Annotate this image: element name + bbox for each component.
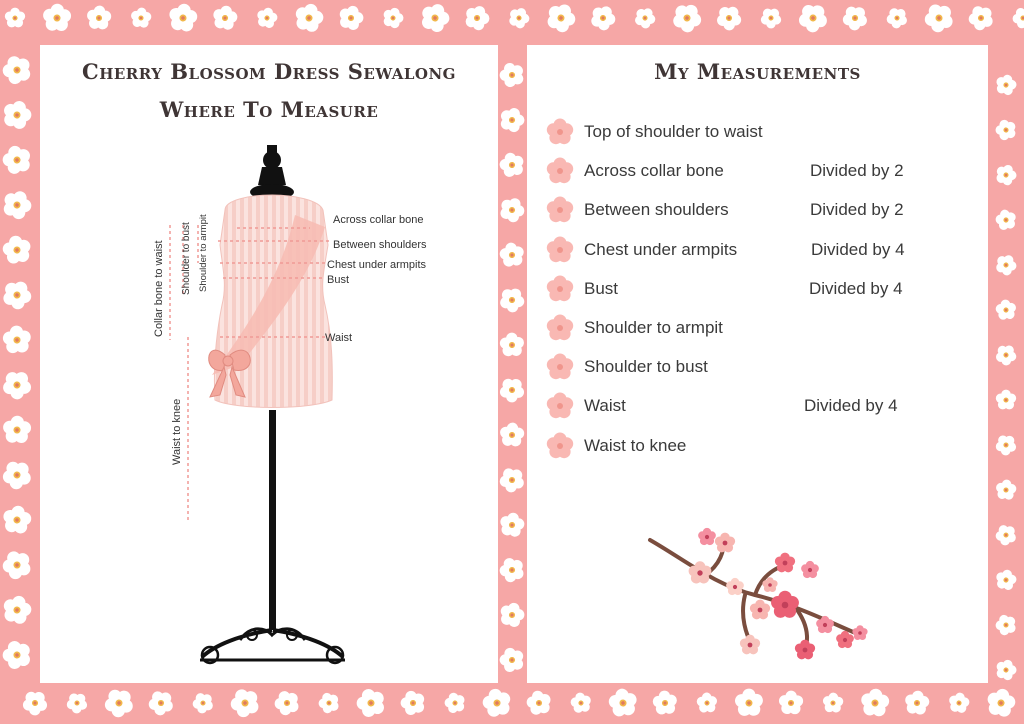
blossom-decoration (996, 390, 1016, 410)
measurement-row (545, 274, 965, 313)
blossom-decoration (822, 692, 843, 713)
blossom-decoration (0, 593, 34, 626)
cherry-blossom-icon (545, 235, 575, 265)
page-title: Cherry Blossom Dress Sewalong (81, 59, 456, 84)
blossom-decoration (0, 365, 37, 403)
branch-blossom (726, 578, 744, 595)
cherry-blossom-icon (545, 352, 575, 382)
blossom-decoration (496, 58, 529, 91)
blossom-decoration (255, 6, 279, 30)
blossom-decoration (0, 276, 36, 313)
measurement-row (545, 156, 965, 195)
measurement-name: Across collar bone (584, 161, 724, 181)
measurement-row (545, 391, 965, 430)
blossom-decoration (965, 1, 999, 35)
blossom-decoration (0, 322, 35, 358)
blossom-decoration (713, 1, 746, 34)
my-measurements-panel (527, 45, 988, 683)
blossom-decoration (479, 684, 517, 722)
blossom-decoration (650, 687, 681, 718)
blossom-decoration (948, 691, 971, 714)
label-bust: Bust (327, 274, 350, 286)
blossom-decoration (904, 689, 931, 715)
blossom-decoration (506, 4, 533, 30)
blossom-decoration (992, 341, 1020, 369)
branch-blossom (795, 640, 815, 660)
branch-blossom (775, 553, 795, 573)
blossom-decoration (695, 690, 721, 716)
measurement-row (545, 313, 965, 352)
blossom-decoration (985, 686, 1018, 718)
measurement-name: Waist (584, 396, 626, 416)
blossom-decoration (271, 686, 305, 720)
blossom-decoration (568, 689, 595, 716)
blossom-decoration (497, 329, 527, 360)
blossom-decoration (397, 686, 430, 719)
blossom-decoration (496, 373, 529, 406)
blossom-decoration (167, 2, 198, 33)
blossom-decoration (63, 689, 91, 717)
blossom-decoration (336, 3, 366, 32)
blossom-decoration (315, 689, 343, 717)
measurement-divider: Divided by 2 (810, 200, 904, 220)
blossom-decoration (523, 686, 555, 718)
blossom-decoration (19, 686, 52, 719)
dress-form-stand (200, 410, 345, 663)
blossom-decoration (0, 455, 37, 494)
blossom-decoration (543, 0, 580, 36)
blossom-decoration (0, 50, 37, 89)
blossom-decoration (995, 479, 1017, 501)
blossom-decoration (587, 1, 619, 33)
blossom-decoration (442, 689, 470, 717)
blossom-decoration (993, 296, 1019, 323)
branch-blossom (771, 591, 799, 618)
label-chest-under-armpits: Chest under armpits (327, 259, 427, 271)
blossom-decoration (0, 140, 37, 178)
blossom-decoration (992, 431, 1020, 459)
blossom-decoration (497, 104, 527, 134)
branch-blossom (715, 533, 735, 553)
blossom-decoration (993, 251, 1020, 278)
label-shoulder-to-bust: Shoulder to bust (181, 222, 192, 295)
blossom-decoration (3, 415, 32, 443)
label-across-collar-bone: Across collar bone (333, 214, 424, 226)
measurement-name: Between shoulders (584, 200, 729, 220)
blossom-decoration (920, 0, 959, 37)
blossom-decoration (496, 553, 530, 587)
cherry-blossom-icon (545, 195, 575, 225)
blossom-decoration (496, 194, 528, 225)
label-collar-bone-to-waist: Collar bone to waist (153, 240, 165, 337)
blossom-decoration (86, 5, 112, 30)
blossom-decoration (779, 690, 804, 714)
measurement-name: Bust (584, 278, 619, 298)
blossom-decoration (0, 97, 35, 131)
label-waist: Waist (325, 332, 353, 344)
where-to-measure-panel (40, 45, 498, 683)
blossom-decoration (839, 1, 873, 34)
branch-blossom (750, 600, 770, 620)
blossom-decoration (417, 0, 453, 35)
blossom-decoration (994, 568, 1018, 592)
blossom-decoration (992, 116, 1020, 144)
blossom-decoration (226, 683, 265, 722)
blossom-decoration (496, 283, 529, 316)
cherry-blossom-icon (545, 117, 575, 147)
measurement-row (545, 431, 965, 470)
dress-form-neck (250, 145, 294, 200)
measurement-divider: Divided by 2 (810, 161, 904, 181)
blossom-decoration (794, 0, 833, 37)
blossom-decoration (43, 3, 72, 31)
measurement-name: Chest under armpits (584, 239, 738, 259)
label-waist-to-knee: Waist to knee (171, 398, 183, 465)
blossom-decoration (496, 643, 529, 676)
blossom-decoration (992, 520, 1020, 548)
blossom-decoration (883, 3, 911, 31)
measurement-row (545, 195, 965, 234)
cherry-blossom-icon (545, 431, 575, 461)
blossom-decoration (1009, 3, 1024, 31)
blossom-decoration (605, 684, 641, 721)
page-subtitle: Where To Measure (159, 97, 379, 122)
measurement-name: Waist to knee (584, 435, 687, 455)
blossom-decoration (497, 600, 527, 629)
blossom-decoration (993, 162, 1019, 188)
measurement-name: Shoulder to bust (584, 357, 708, 377)
blossom-decoration (496, 463, 530, 497)
measurement-row (545, 117, 965, 156)
blossom-decoration (732, 685, 767, 720)
blossom-decoration (632, 4, 659, 31)
branch-blossom (852, 625, 867, 640)
blossom-decoration (100, 683, 139, 722)
measurement-divider: Divided by 4 (811, 239, 905, 259)
blossom-decoration (5, 8, 25, 28)
measurement-name: Shoulder to armpit (584, 317, 723, 337)
dress-form-diagram (40, 45, 498, 683)
branch-blossom (801, 561, 819, 578)
measurement-row (545, 235, 965, 274)
blossom-decoration (668, 0, 706, 36)
cherry-blossom-icon (545, 156, 575, 186)
blossom-decoration (496, 148, 529, 181)
blossom-decoration (1, 504, 32, 535)
measurement-name: Top of shoulder to waist (584, 122, 763, 141)
branch-blossom (698, 528, 716, 545)
blossom-decoration (994, 72, 1019, 96)
blossom-decoration (993, 206, 1020, 233)
blossom-decoration (189, 688, 217, 716)
measurement-row (545, 352, 965, 391)
label-between-shoulders: Between shoulders (333, 239, 427, 251)
blossom-decoration (992, 611, 1020, 639)
measurement-list (545, 117, 965, 470)
cherry-blossom-icon (545, 313, 575, 343)
blossom-decoration (145, 686, 179, 720)
blossom-decoration (292, 1, 326, 34)
blossom-decoration (462, 2, 493, 33)
blossom-decoration (860, 688, 890, 718)
measurement-divider: Divided by 4 (809, 278, 903, 298)
label-shoulder-to-armpit: Shoulder to armpit (198, 214, 209, 292)
blossom-decoration (993, 657, 1018, 682)
cherry-blossom-icon (545, 391, 575, 421)
blossom-decoration (380, 5, 405, 30)
branch-blossom (740, 635, 760, 655)
cherry-blossom-icon (545, 274, 575, 304)
blossom-decoration (0, 186, 35, 222)
blossom-decoration (497, 239, 529, 271)
blossom-decoration (0, 635, 37, 674)
blossom-decoration (498, 511, 526, 538)
blossom-decoration (0, 231, 36, 268)
measurement-divider: Divided by 4 (804, 396, 898, 416)
blossom-decoration (499, 422, 525, 447)
blossom-decoration (211, 4, 239, 31)
blossom-decoration (130, 7, 152, 29)
blossom-decoration (0, 545, 37, 584)
cherry-blossom-branch (645, 525, 875, 665)
branch-blossom (836, 631, 854, 648)
blossom-decoration (352, 683, 391, 722)
measurements-title: My Measurements (654, 59, 861, 84)
blossom-decoration (757, 4, 785, 32)
